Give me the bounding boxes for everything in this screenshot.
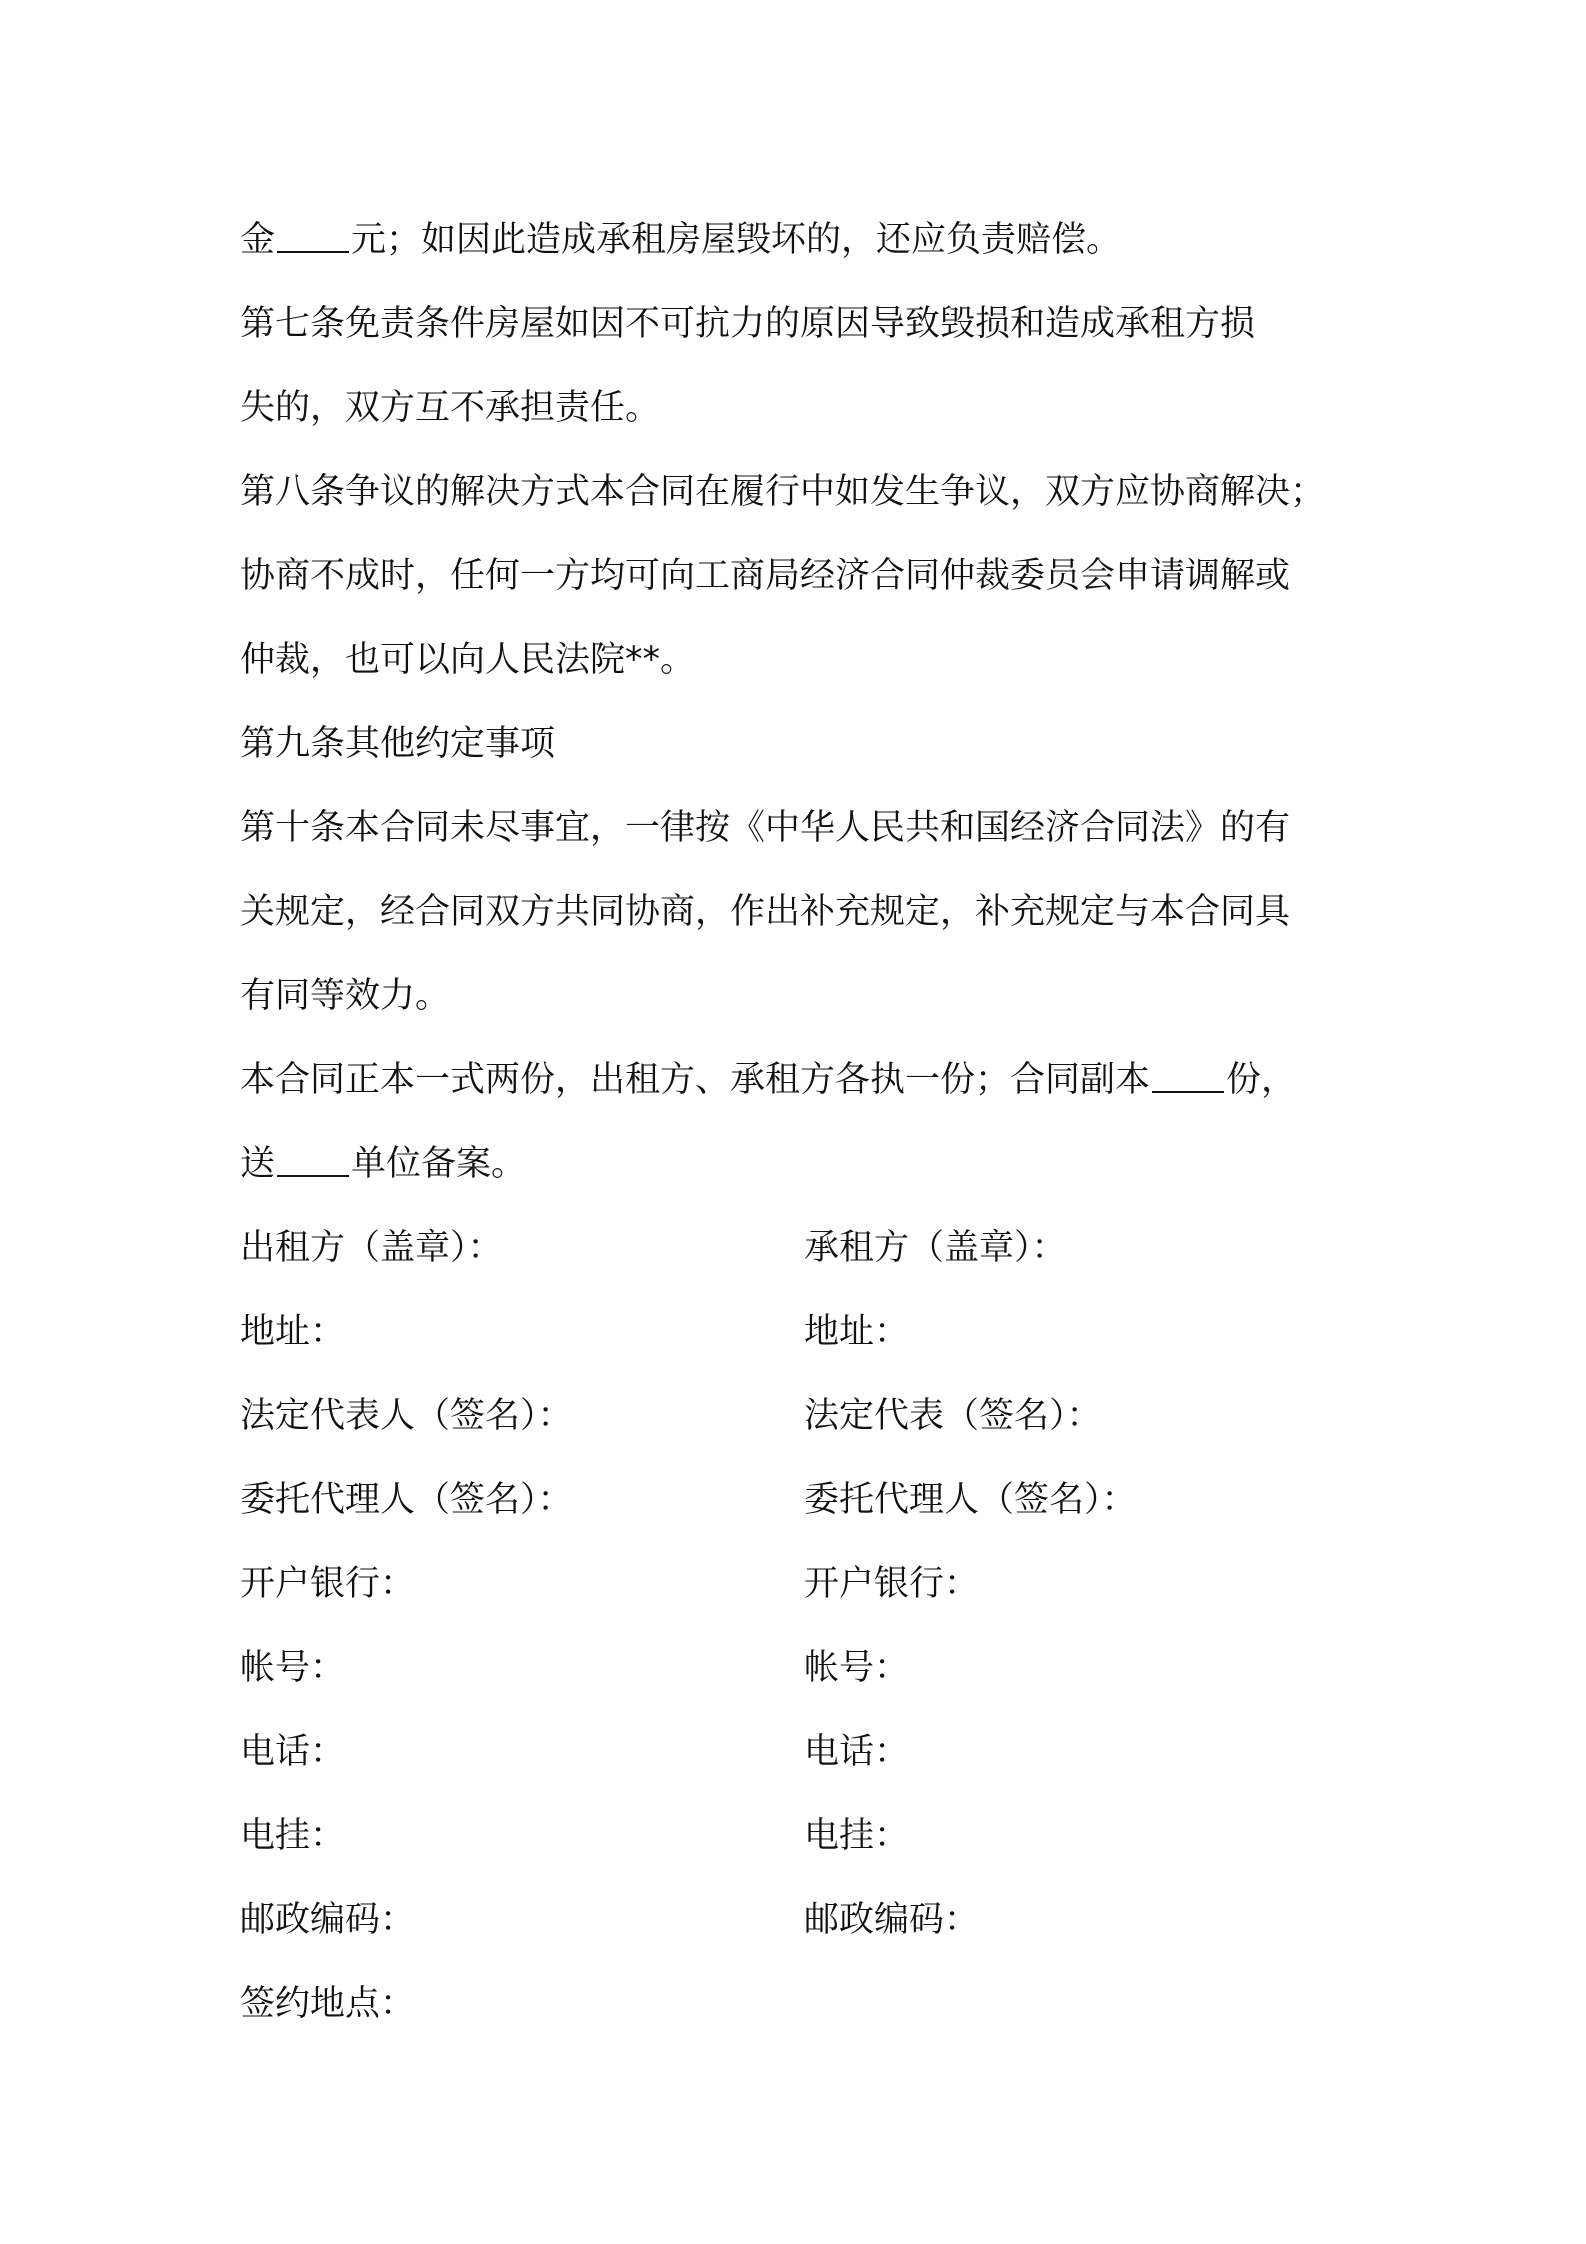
lessor-seal-label: 出租方（盖章）：	[240, 1228, 503, 1268]
fill-in-blank	[277, 1145, 349, 1177]
article-10-line-1: 第十条本合同未尽事宜，一律按《中华人民共和国经济合同法》的有	[240, 808, 1291, 848]
signature-row	[240, 1626, 1370, 1710]
lessee-bank-label: 开户银行：	[804, 1564, 980, 1604]
article-7-line-1: 第七条免责条件房屋如因不可抗力的原因导致毁损和造成承租方损	[240, 304, 1256, 344]
signature-row	[240, 1374, 1370, 1458]
lessor-cable-label: 电挂：	[240, 1816, 346, 1856]
copies-line-2	[240, 1122, 1370, 1206]
text-segment: 元；如因此造成承租房屋毁坏的，还应负责赔偿。	[351, 220, 1122, 260]
signature-row	[240, 1794, 1370, 1878]
lessee-address-label: 地址：	[804, 1312, 910, 1352]
lessor-phone-label: 电话：	[240, 1732, 346, 1772]
lessee-agent-label: 委托代理人（签名）：	[804, 1480, 1137, 1520]
paragraph-line	[240, 198, 1370, 282]
lessor-agent-label: 委托代理人（签名）：	[240, 1480, 573, 1520]
text-segment: 送	[240, 1144, 276, 1184]
lessee-phone-label: 电话：	[804, 1732, 910, 1772]
text-segment: 份，	[1226, 1060, 1297, 1100]
fill-in-blank	[1152, 1061, 1224, 1093]
article-9-line: 第九条其他约定事项	[240, 724, 556, 764]
text-segment: 金	[240, 220, 276, 260]
lessor-postcode-label: 邮政编码：	[240, 1900, 416, 1940]
lessee-account-label: 帐号：	[804, 1648, 910, 1688]
article-8-line-3: 仲裁，也可以向人民法院**。	[240, 640, 696, 680]
lessor-bank-label: 开户银行：	[240, 1564, 416, 1604]
signature-row	[240, 1710, 1370, 1794]
text-segment: 单位备案。	[351, 1144, 527, 1184]
signature-row	[240, 1458, 1370, 1542]
lessee-cable-label: 电挂：	[804, 1816, 910, 1856]
text-segment: 本合同正本一式两份，出租方、承租方各执一份；合同副本	[240, 1060, 1151, 1100]
signing-place-label: 签约地点：	[240, 1984, 416, 2024]
signature-row	[240, 1878, 1370, 1962]
fill-in-blank	[277, 221, 349, 253]
article-8-line-2: 协商不成时，任何一方均可向工商局经济合同仲裁委员会申请调解或	[240, 556, 1291, 596]
article-10-line-3: 有同等效力。	[240, 976, 451, 1016]
signature-row	[240, 1962, 1370, 2046]
lessor-account-label: 帐号：	[240, 1648, 346, 1688]
copies-line-1	[240, 1038, 1370, 1122]
lessee-seal-label: 承租方（盖章）：	[804, 1228, 1067, 1268]
signature-row	[240, 1542, 1370, 1626]
lessor-legal-rep-label: 法定代表人（签名）：	[240, 1396, 573, 1436]
article-10-line-2: 关规定，经合同双方共同协商，作出补充规定，补充规定与本合同具	[240, 892, 1291, 932]
lessee-postcode-label: 邮政编码：	[804, 1900, 980, 1940]
article-7-line-2: 失的，双方互不承担责任。	[240, 388, 661, 428]
lessee-legal-rep-label: 法定代表（签名）：	[804, 1396, 1102, 1436]
contract-body	[240, 198, 1370, 2046]
signature-row	[240, 1290, 1370, 1374]
lessor-address-label: 地址：	[240, 1312, 346, 1352]
article-8-line-1: 第八条争议的解决方式本合同在履行中如发生争议，双方应协商解决；	[240, 472, 1326, 512]
signature-row	[240, 1206, 1370, 1290]
